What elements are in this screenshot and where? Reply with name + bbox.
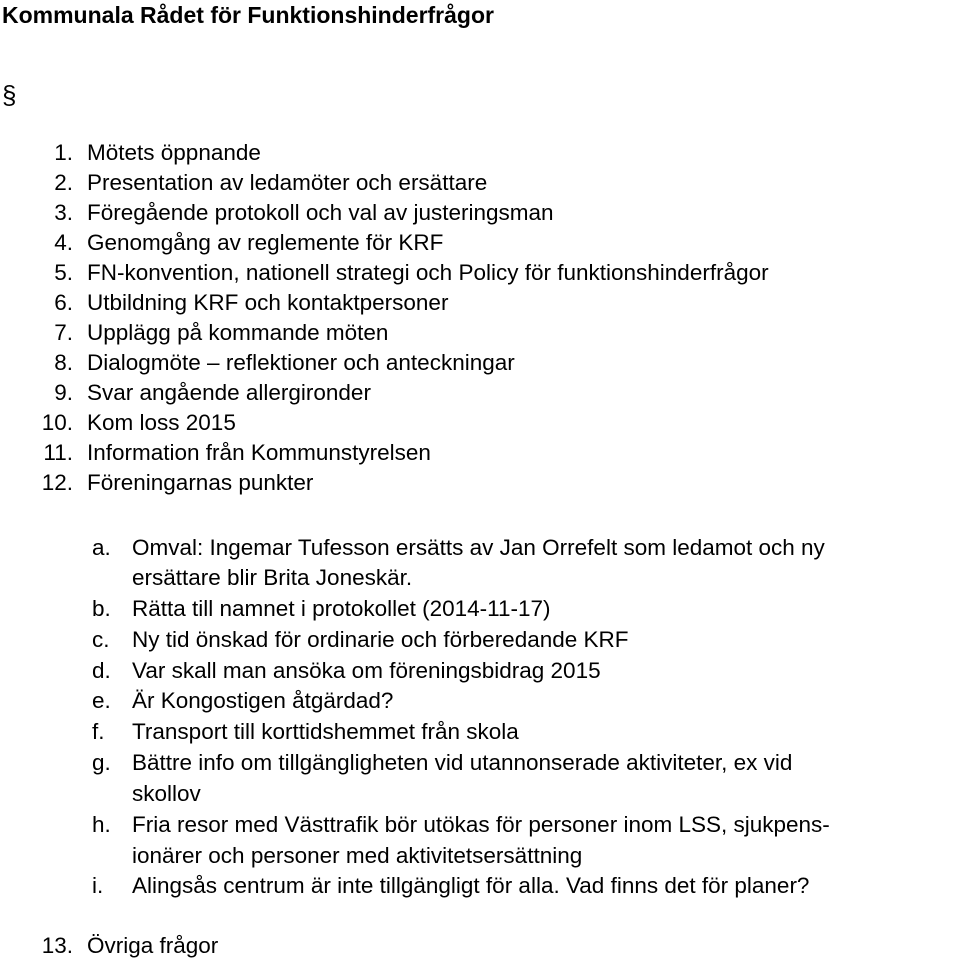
agenda-item-number: 11. (43, 440, 73, 465)
agenda-item (0, 408, 960, 438)
sub-item-text: Var skall man ansöka om föreningsbidrag 2015 (132, 658, 601, 683)
agenda-item (0, 258, 960, 288)
agenda-item-number: 6. (54, 290, 73, 315)
sub-item-text: Är Kongostigen åtgärdad? (132, 688, 394, 713)
agenda-item-text: Mötets öppnande (87, 140, 261, 165)
section-symbol: § (2, 80, 17, 110)
sub-item-text: Rätta till namnet i protokollet (2014-11-17) (132, 596, 551, 621)
agenda-item (0, 138, 960, 168)
sub-item-text: Ny tid önskad för ordinarie och förberedande KRF (132, 627, 629, 652)
agenda-item-text: Information från Kommunstyrelsen (87, 440, 431, 465)
agenda-item (0, 348, 960, 378)
agenda-item-text: Övriga frågor (87, 933, 219, 958)
agenda-item-text: Föreningarnas punkter (87, 470, 314, 495)
sub-item-text: ionärer och personer med aktivitetsersättning (132, 843, 583, 868)
sub-item-letter: i. (92, 873, 104, 898)
agenda-item (0, 288, 960, 318)
agenda-item-number: 7. (54, 320, 73, 345)
agenda-item-number: 5. (54, 260, 73, 285)
agenda-item-number: 10. (41, 410, 73, 435)
sub-item-text: Alingsås centrum är inte tillgängligt för alla. Vad finns det för planer? (132, 873, 810, 898)
document-title: Kommunala Rådet för Funktionshinderfrågor (2, 2, 494, 28)
agenda-item-text: Utbildning KRF och kontaktpersoner (87, 290, 449, 315)
agenda-item-text: Dialogmöte – reflektioner och anteckningar (87, 350, 515, 375)
agenda-item-number: 1. (54, 140, 73, 165)
agenda-item (0, 378, 960, 408)
sub-item-text: Omval: Ingemar Tufesson ersätts av Jan Orrefelt som ledamot och ny (132, 535, 825, 560)
agenda-item (0, 318, 960, 348)
agenda-item-number: 4. (54, 230, 73, 255)
sub-item-letter: e. (92, 688, 111, 713)
agenda-item (0, 168, 960, 198)
sub-item-letter: c. (92, 627, 110, 652)
agenda-item (0, 198, 960, 228)
agenda-item-text: Upplägg på kommande möten (87, 320, 389, 345)
agenda-item-number: 13. (41, 933, 73, 958)
sub-item-text: Fria resor med Västtrafik bör utökas för personer inom LSS, sjukpens- (132, 812, 830, 837)
agenda-item-number: 12. (41, 470, 73, 495)
sub-item-letter: d. (92, 658, 111, 683)
sub-item-text: skollov (132, 781, 201, 806)
agenda-item-number: 9. (54, 380, 73, 405)
sub-item-text: Transport till korttidshemmet från skola (132, 719, 519, 744)
agenda-item (0, 468, 960, 498)
agenda-item-text: Föregående protokoll och val av justeringsman (87, 200, 554, 225)
sub-item-letter: f. (92, 719, 105, 744)
agenda-item (0, 438, 960, 468)
agenda-item-text: Kom loss 2015 (87, 410, 236, 435)
agenda-item (0, 931, 960, 961)
sub-item-text: Bättre info om tillgängligheten vid utannonserade aktiviteter, ex vid (132, 750, 793, 775)
sub-item-letter: b. (92, 596, 111, 621)
agenda-item-number: 8. (54, 350, 73, 375)
agenda-item-number: 2. (54, 170, 73, 195)
agenda-item (0, 228, 960, 258)
sub-item-letter: h. (92, 812, 111, 837)
sub-item-letter: a. (92, 535, 111, 560)
sub-item-letter: g. (92, 750, 111, 775)
agenda-item-number: 3. (54, 200, 73, 225)
agenda-item-text: Presentation av ledamöter och ersättare (87, 170, 488, 195)
agenda-item-text: Genomgång av reglemente för KRF (87, 230, 444, 255)
agenda-item-text: FN-konvention, nationell strategi och Policy för funktionshinderfrågor (87, 260, 769, 285)
agenda-item-text: Svar angående allergironder (87, 380, 371, 405)
sub-item-text: ersättare blir Brita Joneskär. (132, 565, 413, 590)
